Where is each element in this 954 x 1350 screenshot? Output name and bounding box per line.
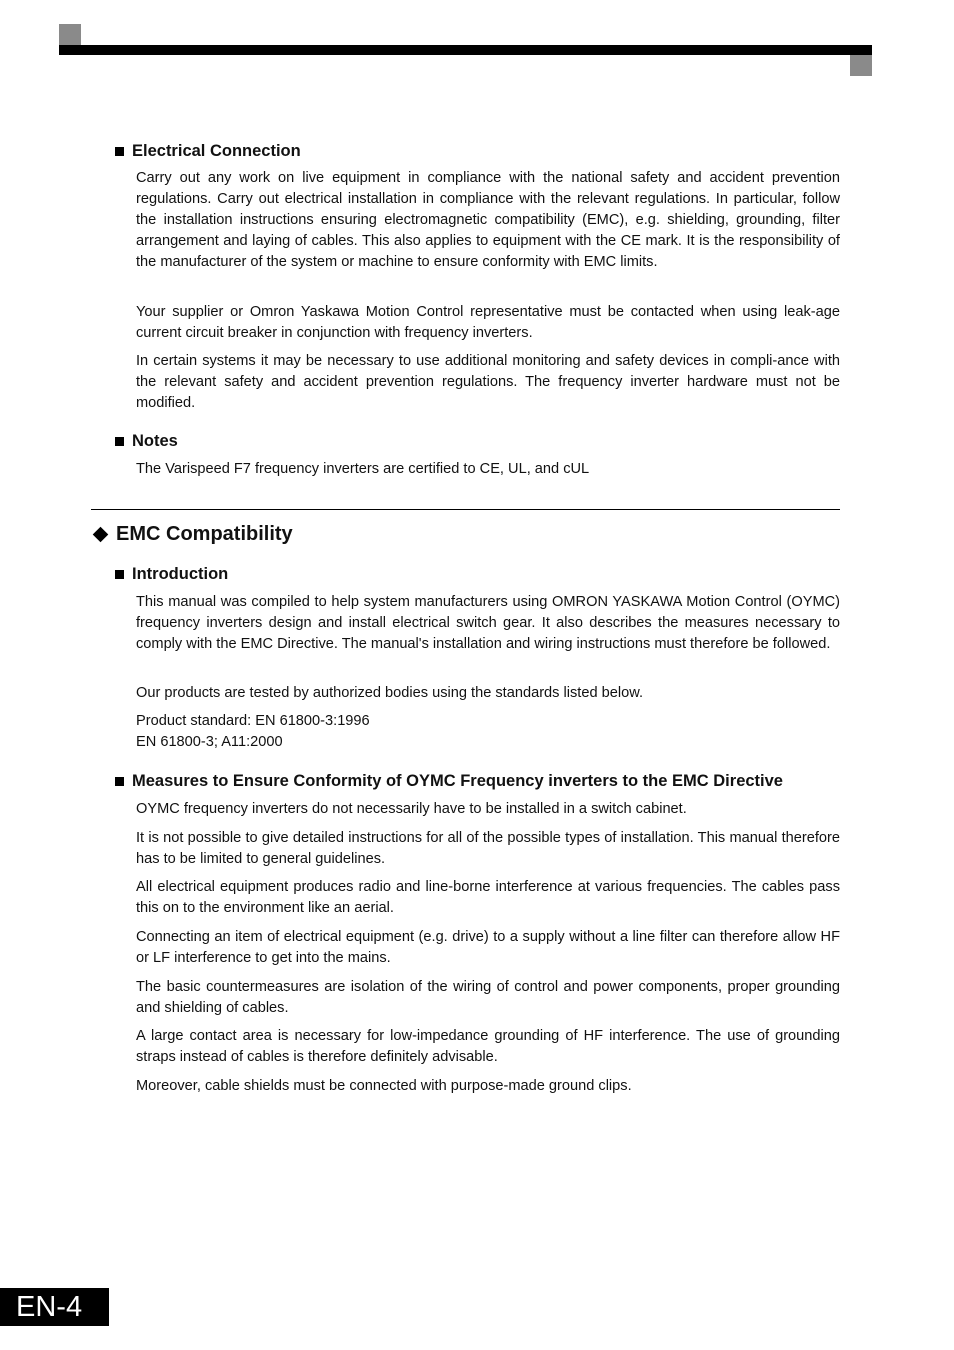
paragraph: Our products are tested by authorized bodies using the standards listed below.: [136, 685, 644, 701]
paragraph: In certain systems it may be necessary to use additional monitoring and safety devices in compli-ance with the relevant safety and accident prevention regulations. The frequency inverter hardware must not be modified.: [136, 353, 840, 411]
square-bullet-icon: [115, 147, 124, 156]
page-number: EN-4: [0, 1288, 109, 1326]
header-right-block: [850, 55, 872, 76]
square-bullet-icon: [115, 437, 124, 446]
heading-measures-conformity: Measures to Ensure Conformity of OYMC Frequency inverters to the EMC Directive: [115, 771, 783, 791]
paragraph: Moreover, cable shields must be connected with purpose-made ground clips.: [136, 1078, 632, 1094]
paragraph: A large contact area is necessary for low-impedance grounding of HF interference. The use of grounding straps instead of cables is therefore definitely advisable.: [136, 1028, 840, 1065]
heading-emc-compatibility: EMC Compatibility: [93, 522, 293, 546]
square-bullet-icon: [115, 570, 124, 579]
paragraph: Your supplier or Omron Yaskawa Motion Control representative must be contacted when using leak-age current circuit breaker in conjunction with frequency inverters.: [136, 304, 840, 341]
heading-notes: Notes: [115, 431, 178, 451]
paragraph: OYMC frequency inverters do not necessarily have to be installed in a switch cabinet.: [136, 801, 687, 817]
heading-electrical-connection: Electrical Connection: [115, 141, 301, 161]
paragraph: The basic countermeasures are isolation of the wiring of control and power components, proper grounding and shielding of cables.: [136, 979, 840, 1016]
diamond-bullet-icon: [93, 526, 109, 542]
standard-line: EN 61800-3; A11:2000: [136, 734, 283, 750]
square-bullet-icon: [115, 777, 124, 786]
section-divider: [91, 509, 840, 510]
standard-line: Product standard: EN 61800-3:1996: [136, 713, 370, 729]
paragraph: Carry out any work on live equipment in compliance with the national safety and accident prevention regulations. Carry out electrical installation in compliance with the relevant regulations. In particular, follow the installation instructions ensuring electromagnetic compatibility (EMC), e.g. shielding, grounding, filter arrangement and laying of cables. This also applies to equipment with the CE mark. It is the responsibility of the manufacturer of the system or machine to ensure conformity with EMC limits.: [136, 170, 840, 270]
paragraph: This manual was compiled to help system manufacturers using OMRON YASKAWA Motion Control (OYMC) frequency inverters design and install electrical switch gear. It also describes the measures necessary to comply with the EMC Directive. The manual's installation and wiring instructions must therefore be followed.: [136, 594, 840, 652]
heading-introduction: Introduction: [115, 564, 228, 584]
paragraph: The Varispeed F7 frequency inverters are certified to CE, UL, and cUL: [136, 461, 590, 477]
standards-list: [136, 711, 840, 753]
paragraph: All electrical equipment produces radio and line-borne interference at various frequencies. The cables pass this on to the environment like an aerial.: [136, 879, 840, 916]
header-rule: [59, 45, 872, 55]
paragraph: It is not possible to give detailed instructions for all of the possible types of installation. This manual therefore has to be limited to general guidelines.: [136, 830, 840, 867]
paragraph: Connecting an item of electrical equipment (e.g. drive) to a supply without a line filter can therefore allow HF or LF interference to get into the mains.: [136, 929, 840, 966]
